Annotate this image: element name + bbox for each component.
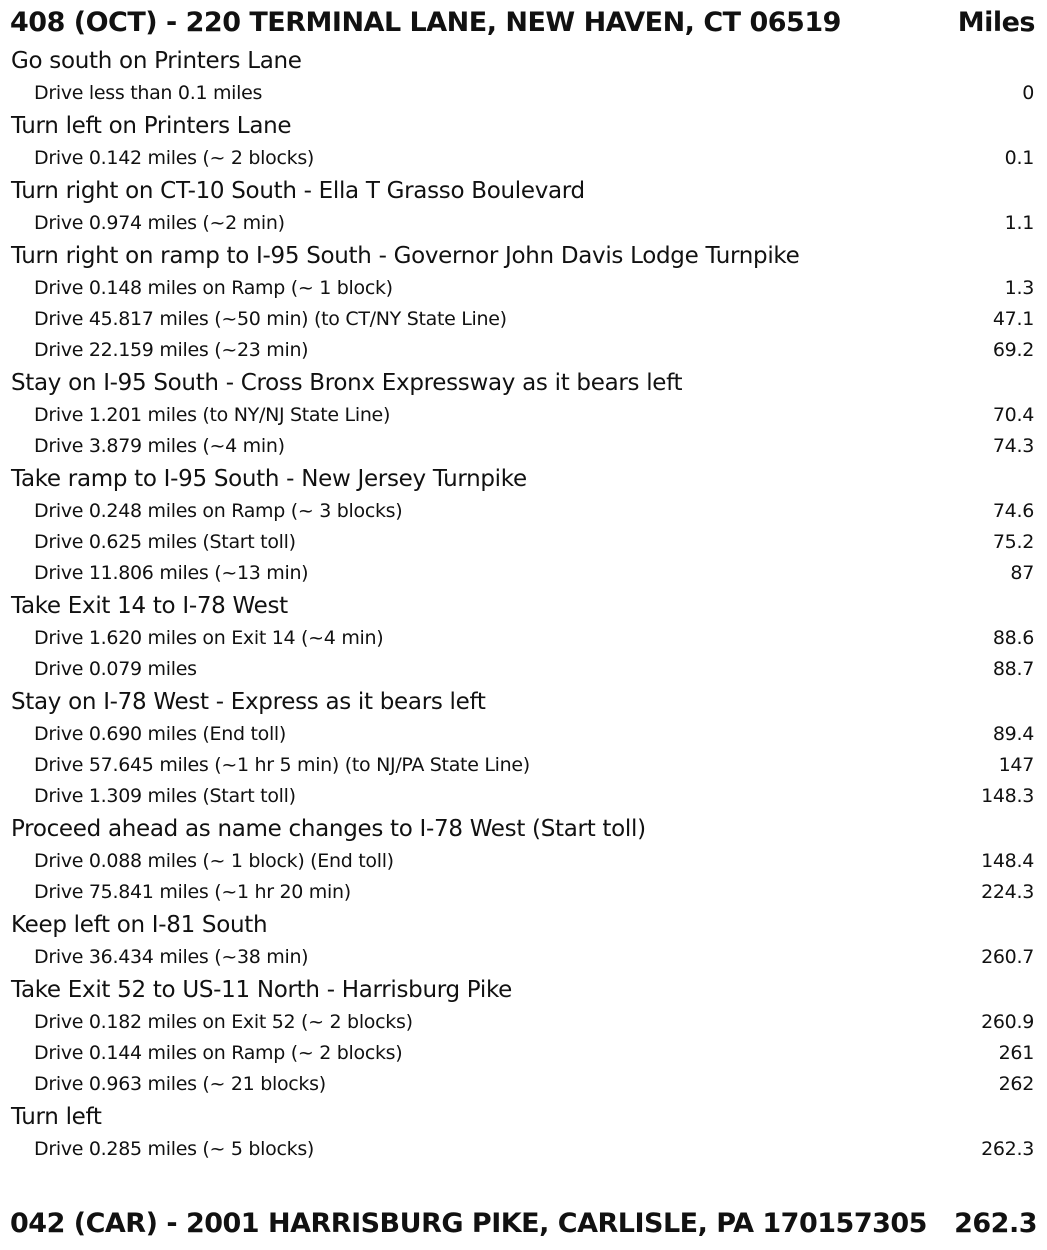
step-instruction: Turn right on CT-10 South - Ella T Grasso Boulevard — [11, 178, 585, 204]
drive-segment-row — [0, 846, 1047, 877]
drive-segment-text: Drive 0.285 miles (~ 5 blocks) — [34, 1138, 315, 1160]
cumulative-miles: 69.2 — [992, 339, 1034, 361]
drive-segment-row — [0, 1069, 1047, 1100]
cumulative-miles: 75.2 — [992, 531, 1034, 553]
drive-segment-row — [0, 143, 1047, 174]
drive-segment-row — [0, 1134, 1047, 1165]
drive-segment-text: Drive 1.620 miles on Exit 14 (~4 min) — [34, 627, 384, 649]
cumulative-miles: 147 — [998, 754, 1034, 776]
step-instruction: Proceed ahead as name changes to I-78 West (Start toll) — [11, 816, 646, 842]
cumulative-miles: 47.1 — [992, 308, 1034, 330]
step-instruction: Turn left — [11, 1104, 102, 1130]
drive-segment-row — [0, 304, 1047, 335]
drive-segment-row — [0, 781, 1047, 812]
drive-segment-text: Drive 0.088 miles (~ 1 block) (End toll) — [34, 850, 394, 872]
cumulative-miles: 89.4 — [992, 723, 1034, 745]
total-miles: 262.3 — [954, 1207, 1037, 1239]
cumulative-miles: 224.3 — [981, 881, 1034, 903]
drive-segment-row — [0, 1038, 1047, 1069]
drive-segment-row — [0, 654, 1047, 685]
cumulative-miles: 262 — [998, 1073, 1034, 1095]
drive-segment-text: Drive 22.159 miles (~23 min) — [34, 339, 309, 361]
drive-segment-text: Drive 57.645 miles (~1 hr 5 min) (to NJ/PA State Line) — [34, 754, 530, 776]
cumulative-miles: 260.7 — [981, 946, 1034, 968]
step-instruction: Keep left on I-81 South — [11, 912, 268, 938]
drive-segment-text: Drive 0.142 miles (~ 2 blocks) — [34, 147, 315, 169]
drive-segment-row — [0, 496, 1047, 527]
cumulative-miles: 0 — [1022, 82, 1034, 104]
origin-header — [10, 4, 1037, 40]
cumulative-miles: 148.3 — [981, 785, 1034, 807]
step-instruction: Take ramp to I-95 South - New Jersey Turnpike — [11, 466, 527, 492]
drive-segment-row — [0, 1007, 1047, 1038]
cumulative-miles: 1.1 — [1004, 212, 1034, 234]
cumulative-miles: 1.3 — [1004, 277, 1034, 299]
step-instruction: Turn left on Printers Lane — [11, 113, 292, 139]
drive-segment-row — [0, 78, 1047, 109]
cumulative-miles: 261 — [998, 1042, 1034, 1064]
drive-segment-row — [0, 558, 1047, 589]
drive-segment-text: Drive 1.309 miles (Start toll) — [34, 785, 296, 807]
destination-footer — [10, 1205, 1037, 1241]
cumulative-miles: 70.4 — [992, 404, 1034, 426]
drive-segment-row — [0, 273, 1047, 304]
drive-segment-text: Drive 0.974 miles (~2 min) — [34, 212, 285, 234]
drive-segment-text: Drive 1.201 miles (to NY/NJ State Line) — [34, 404, 391, 426]
drive-segment-text: Drive 36.434 miles (~38 min) — [34, 946, 309, 968]
cumulative-miles: 87 — [1010, 562, 1034, 584]
drive-segment-text: Drive less than 0.1 miles — [34, 82, 263, 104]
step-instruction: Turn right on ramp to I-95 South - Governor John Davis Lodge Turnpike — [11, 243, 800, 269]
drive-segment-text: Drive 45.817 miles (~50 min) (to CT/NY State Line) — [34, 308, 507, 330]
cumulative-miles: 88.7 — [992, 658, 1034, 680]
drive-segment-text: Drive 0.625 miles (Start toll) — [34, 531, 296, 553]
step-instruction: Take Exit 14 to I-78 West — [11, 593, 288, 619]
cumulative-miles: 262.3 — [981, 1138, 1034, 1160]
miles-column-label: Miles — [957, 6, 1035, 38]
origin-address: 408 (OCT) - 220 TERMINAL LANE, NEW HAVEN, CT 06519 — [10, 6, 841, 38]
drive-segment-row — [0, 527, 1047, 558]
cumulative-miles: 74.3 — [992, 435, 1034, 457]
drive-segment-text: Drive 0.248 miles on Ramp (~ 3 blocks) — [34, 500, 403, 522]
drive-segment-text: Drive 0.144 miles on Ramp (~ 2 blocks) — [34, 1042, 403, 1064]
drive-segment-text: Drive 0.079 miles — [34, 658, 197, 680]
cumulative-miles: 0.1 — [1004, 147, 1034, 169]
drive-segment-text: Drive 0.182 miles on Exit 52 (~ 2 blocks) — [34, 1011, 413, 1033]
destination-address: 042 (CAR) - 2001 HARRISBURG PIKE, CARLISLE, PA 170157305 — [10, 1207, 927, 1239]
drive-segment-row — [0, 623, 1047, 654]
drive-segment-row — [0, 942, 1047, 973]
directions-list — [0, 44, 1047, 1165]
drive-segment-text: Drive 0.690 miles (End toll) — [34, 723, 287, 745]
cumulative-miles: 148.4 — [981, 850, 1034, 872]
step-instruction: Stay on I-78 West - Express as it bears left — [11, 689, 486, 715]
drive-segment-text: Drive 11.806 miles (~13 min) — [34, 562, 309, 584]
cumulative-miles: 74.6 — [992, 500, 1034, 522]
drive-segment-text: Drive 3.879 miles (~4 min) — [34, 435, 285, 457]
step-instruction: Go south on Printers Lane — [11, 48, 302, 74]
drive-segment-row — [0, 335, 1047, 366]
drive-segment-row — [0, 750, 1047, 781]
cumulative-miles: 88.6 — [992, 627, 1034, 649]
step-instruction: Stay on I-95 South - Cross Bronx Expressway as it bears left — [11, 370, 683, 396]
drive-segment-row — [0, 400, 1047, 431]
drive-segment-row — [0, 877, 1047, 908]
step-instruction: Take Exit 52 to US-11 North - Harrisburg Pike — [11, 977, 513, 1003]
drive-segment-text: Drive 0.963 miles (~ 21 blocks) — [34, 1073, 326, 1095]
cumulative-miles: 260.9 — [981, 1011, 1034, 1033]
drive-segment-text: Drive 0.148 miles on Ramp (~ 1 block) — [34, 277, 393, 299]
drive-segment-row — [0, 431, 1047, 462]
drive-segment-text: Drive 75.841 miles (~1 hr 20 min) — [34, 881, 351, 903]
drive-segment-row — [0, 719, 1047, 750]
drive-segment-row — [0, 208, 1047, 239]
